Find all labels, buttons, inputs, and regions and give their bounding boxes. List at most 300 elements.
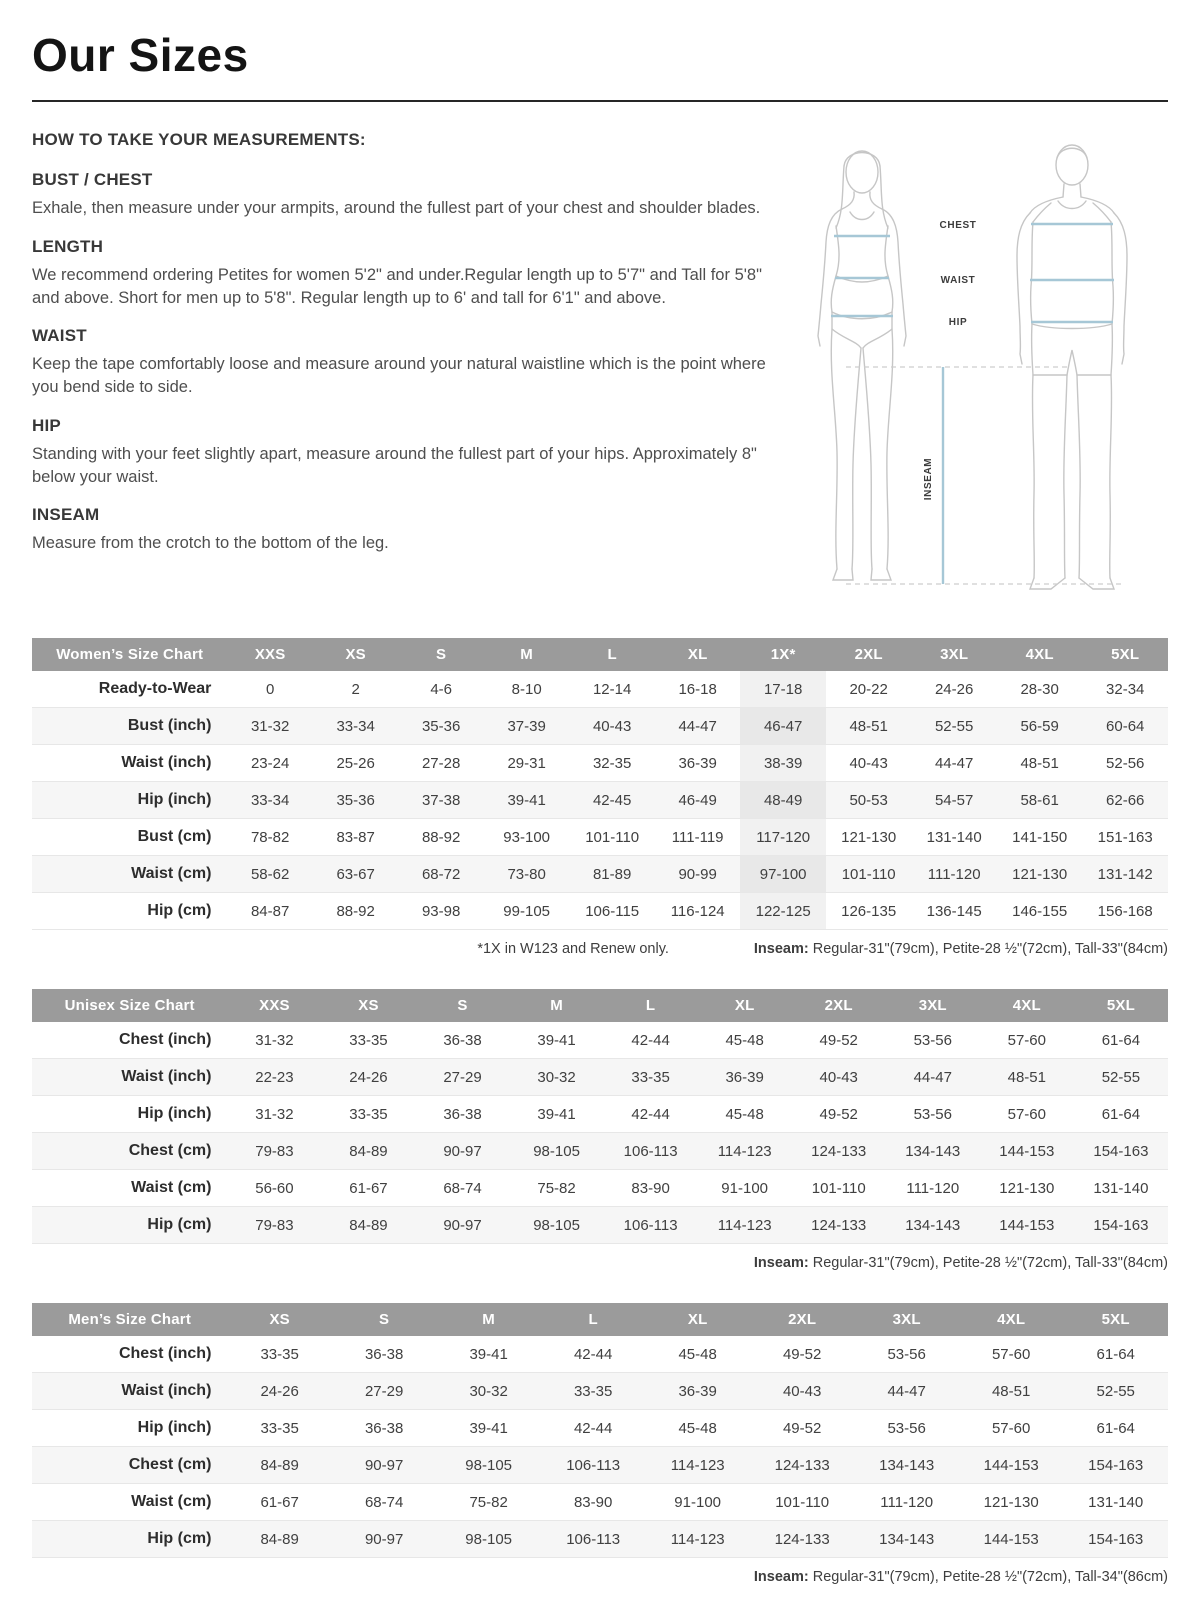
- male-figure-outline: [1017, 145, 1127, 589]
- size-cell: 50-53: [849, 791, 888, 809]
- table-row: [32, 1059, 1168, 1096]
- size-cell: 126-135: [841, 902, 897, 920]
- size-cell: 122-125: [740, 893, 826, 930]
- size-cell: 42-44: [573, 1419, 613, 1437]
- size-cell: 68-74: [443, 1179, 482, 1197]
- size-cell: 81-89: [592, 865, 632, 883]
- size-cell: 62-66: [1106, 791, 1145, 809]
- size-cell: 79-83: [255, 1216, 294, 1234]
- size-cell: 48-49: [740, 782, 826, 819]
- size-cell: 93-98: [421, 902, 461, 920]
- row-label: Hip (cm): [147, 1216, 212, 1233]
- size-cell: 93-100: [503, 828, 551, 846]
- womens-size-chart-table: [32, 638, 1168, 930]
- size-cell: 36-39: [678, 1382, 717, 1400]
- header-row: [32, 638, 1168, 671]
- body-measurement-diagram: [780, 132, 1165, 612]
- size-cell: 61-64: [1096, 1419, 1135, 1437]
- inseam-footnote-label: Inseam:: [753, 1255, 809, 1271]
- measurement-instructions: [32, 128, 777, 612]
- size-cell: 52-55: [1101, 1068, 1141, 1086]
- instruction-section: [32, 416, 777, 489]
- size-cell: 24-26: [349, 1068, 388, 1086]
- row-label: Waist (inch): [121, 1382, 212, 1399]
- size-cell: 114-123: [670, 1456, 725, 1474]
- size-cell: 134-143: [879, 1456, 935, 1474]
- column-header: M: [510, 989, 604, 1022]
- size-cell: 131-140: [1093, 1179, 1149, 1197]
- size-cell: 36-39: [725, 1068, 764, 1086]
- size-cell: 106-113: [623, 1216, 678, 1234]
- female-figure-outline: [818, 151, 906, 580]
- row-label: Hip (inch): [137, 1419, 212, 1436]
- size-cell: 35-36: [421, 717, 461, 735]
- size-cell: 83-90: [631, 1179, 670, 1197]
- size-cell: 124-133: [774, 1530, 830, 1548]
- size-cell: 31-32: [250, 717, 290, 735]
- size-cell: 39-41: [537, 1105, 576, 1123]
- size-cell: 33-35: [260, 1345, 299, 1363]
- row-label: Waist (inch): [121, 1068, 212, 1085]
- column-header: M: [484, 638, 570, 671]
- size-cell: 4-6: [430, 680, 452, 698]
- size-cell: 42-44: [631, 1105, 670, 1123]
- womens-size-chart: [32, 638, 1168, 957]
- size-cell: 36-38: [364, 1419, 404, 1437]
- column-header: 2XL: [750, 1303, 855, 1336]
- row-label: Chest (cm): [128, 1142, 212, 1159]
- size-cell: 39-41: [469, 1345, 508, 1363]
- size-cell: 61-67: [260, 1493, 299, 1511]
- size-cell: 111-120: [906, 1179, 960, 1197]
- table-row: [32, 1133, 1168, 1170]
- size-cell: 75-82: [469, 1493, 508, 1511]
- column-header: L: [569, 638, 655, 671]
- size-cell: 98-105: [533, 1216, 580, 1234]
- size-cell: 88-92: [421, 828, 461, 846]
- unisex-size-chart-table: [32, 989, 1168, 1244]
- section-body: Measure from the crotch to the bottom of the leg.: [32, 534, 389, 553]
- inseam-footnote: [754, 1569, 1168, 1585]
- inseam-footnote-label: Inseam:: [753, 941, 809, 957]
- instruction-section: [32, 326, 777, 399]
- size-cell: 106-115: [585, 902, 640, 920]
- column-header: S: [332, 1303, 437, 1336]
- size-cell: 24-26: [260, 1382, 299, 1400]
- size-cell: 12-14: [592, 680, 632, 698]
- size-cell: 22-23: [255, 1068, 294, 1086]
- table-row: [32, 1336, 1168, 1373]
- size-cell: 134-143: [905, 1142, 961, 1160]
- row-label: Hip (inch): [137, 791, 212, 808]
- section-body: Keep the tape comfortably loose and measure around your natural waistline which is the point where you bend side to side.: [32, 355, 766, 397]
- unisex-size-chart: [32, 989, 1168, 1271]
- size-cell: 45-48: [725, 1105, 764, 1123]
- size-cell: 121-130: [841, 828, 897, 846]
- size-cell: 33-35: [573, 1382, 613, 1400]
- size-cell: 25-26: [336, 754, 375, 772]
- table-row: [32, 819, 1168, 856]
- inseam-footnote: [754, 1255, 1168, 1271]
- size-cell: 33-34: [250, 791, 290, 809]
- column-header: 2XL: [792, 989, 886, 1022]
- row-label: Chest (cm): [128, 1456, 212, 1473]
- size-cell: 35-36: [336, 791, 375, 809]
- size-cell: 90-97: [364, 1456, 404, 1474]
- size-cell: 40-43: [849, 754, 888, 772]
- size-cell: 52-56: [1106, 754, 1145, 772]
- column-header: L: [541, 1303, 646, 1336]
- column-header: 5XL: [1082, 638, 1168, 671]
- column-header: XL: [698, 989, 792, 1022]
- size-cell: 57-60: [991, 1419, 1031, 1437]
- size-cell: 154-163: [1088, 1456, 1144, 1474]
- size-cell: 131-140: [1088, 1493, 1144, 1511]
- size-cell: 101-110: [811, 1179, 866, 1197]
- size-cell: 37-39: [507, 717, 546, 735]
- size-cell: 36-38: [443, 1105, 482, 1123]
- size-cell: 56-59: [1020, 717, 1059, 735]
- header-row: [32, 1303, 1168, 1336]
- column-header: 2XL: [826, 638, 912, 671]
- size-cell: 36-39: [678, 754, 717, 772]
- size-cell: 121-130: [999, 1179, 1055, 1197]
- size-cell: 124-133: [811, 1142, 867, 1160]
- size-cell: 53-56: [913, 1031, 952, 1049]
- size-cell: 144-153: [983, 1530, 1039, 1548]
- size-cell: 117-120: [740, 819, 826, 856]
- size-cell: 45-48: [678, 1419, 717, 1437]
- size-cell: 79-83: [255, 1142, 294, 1160]
- size-cell: 84-89: [260, 1530, 299, 1548]
- column-header: 3XL: [854, 1303, 959, 1336]
- size-cell: 131-142: [1097, 865, 1153, 883]
- size-cell: 0: [265, 680, 275, 698]
- size-cell: 53-56: [887, 1419, 926, 1437]
- size-cell: 134-143: [879, 1530, 935, 1548]
- size-cell: 84-87: [250, 902, 290, 920]
- size-cell: 52-55: [1096, 1382, 1135, 1400]
- inseam-label: INSEAM: [923, 457, 934, 501]
- size-cell: 2: [351, 680, 360, 698]
- row-label: Ready-to-Wear: [98, 680, 212, 697]
- waist-label: WAIST: [940, 275, 976, 286]
- table-footnotes: [32, 1255, 1168, 1271]
- instruction-sections: [32, 170, 777, 555]
- table-row: [32, 671, 1168, 708]
- size-cell: 45-48: [678, 1345, 717, 1363]
- chart-title: Unisex Size Chart: [32, 989, 227, 1022]
- column-header: L: [604, 989, 698, 1022]
- size-cell: 40-43: [592, 717, 632, 735]
- row-label: Waist (cm): [131, 1179, 212, 1196]
- table-row: [32, 1373, 1168, 1410]
- table-row: [32, 1484, 1168, 1521]
- size-cell: 98-105: [465, 1530, 513, 1548]
- row-label: Waist (inch): [121, 754, 212, 771]
- size-cell: 91-100: [721, 1179, 769, 1197]
- table-row: [32, 1410, 1168, 1447]
- mens-size-chart-table: [32, 1303, 1168, 1558]
- size-cell: 27-29: [443, 1068, 482, 1086]
- size-cell: 114-123: [670, 1530, 725, 1548]
- size-cell: 144-153: [983, 1456, 1039, 1474]
- size-cell: 84-89: [349, 1216, 388, 1234]
- size-cell: 20-22: [849, 680, 888, 698]
- size-cell: 154-163: [1093, 1142, 1149, 1160]
- section-body: Standing with your feet slightly apart, measure around the fullest part of your hips. Approximately 8" below your waist.: [32, 444, 757, 486]
- size-cell: 154-163: [1093, 1216, 1149, 1234]
- size-cell: 52-55: [934, 717, 974, 735]
- size-cell: 99-105: [503, 902, 551, 920]
- size-cell: 37-38: [421, 791, 461, 809]
- size-cell: 98-105: [533, 1142, 580, 1160]
- size-cell: 90-99: [678, 865, 717, 883]
- column-header: XL: [645, 1303, 750, 1336]
- size-cell: 33-35: [349, 1105, 388, 1123]
- column-header: 4XL: [980, 989, 1074, 1022]
- size-cell: 8-10: [511, 680, 542, 698]
- size-cell: 141-150: [1012, 828, 1068, 846]
- column-header: 4XL: [997, 638, 1083, 671]
- size-cell: 75-82: [537, 1179, 576, 1197]
- size-cell: 61-64: [1101, 1031, 1141, 1049]
- size-cell: 42-44: [631, 1031, 670, 1049]
- instruction-section: [32, 237, 777, 310]
- size-cell: 44-47: [887, 1382, 926, 1400]
- size-cell: 61-67: [349, 1179, 388, 1197]
- size-cell: 111-119: [671, 828, 724, 846]
- table-row: [32, 856, 1168, 893]
- size-cell: 58-61: [1020, 791, 1059, 809]
- size-cell: 156-168: [1097, 902, 1153, 920]
- size-cell: 53-56: [913, 1105, 952, 1123]
- column-header: XS: [227, 1303, 332, 1336]
- size-cell: 30-32: [469, 1382, 508, 1400]
- size-cell: 56-60: [255, 1179, 294, 1197]
- size-cell: 114-123: [717, 1216, 772, 1234]
- size-cell: 33-35: [631, 1068, 670, 1086]
- size-cell: 68-74: [364, 1493, 404, 1511]
- size-cell: 57-60: [1007, 1105, 1046, 1123]
- row-label: Hip (cm): [147, 902, 212, 919]
- size-cell: 53-56: [887, 1345, 926, 1363]
- size-cell: 24-26: [934, 680, 974, 698]
- size-cell: 151-163: [1097, 828, 1153, 846]
- size-cell: 27-29: [364, 1382, 404, 1400]
- section-body: Exhale, then measure under your armpits, around the fullest part of your chest and shoulder blades.: [32, 199, 761, 217]
- size-cell: 90-97: [443, 1142, 482, 1160]
- size-cell: 111-120: [927, 865, 981, 883]
- instruction-section: [32, 505, 777, 555]
- size-cell: 33-35: [260, 1419, 299, 1437]
- section-title: WAIST: [32, 326, 87, 346]
- size-cell: 90-97: [443, 1216, 482, 1234]
- row-label: Bust (inch): [127, 717, 212, 734]
- hip-label: HIP: [948, 317, 968, 328]
- size-cell: 78-82: [250, 828, 290, 846]
- size-cell: 39-41: [537, 1031, 576, 1049]
- size-cell: 106-113: [566, 1456, 621, 1474]
- chest-label: CHEST: [939, 220, 977, 231]
- inseam-footnote-label: Inseam:: [753, 1569, 809, 1585]
- size-cell: 114-123: [717, 1142, 772, 1160]
- section-title: LENGTH: [32, 236, 104, 256]
- size-cell: 83-87: [336, 828, 375, 846]
- instructions-heading: HOW TO TAKE YOUR MEASUREMENTS:: [32, 130, 366, 149]
- size-cell: 44-47: [934, 754, 974, 772]
- size-cell: 124-133: [774, 1456, 830, 1474]
- size-cell: 17-18: [740, 671, 826, 708]
- size-cell: 73-80: [507, 865, 546, 883]
- size-cell: 98-105: [465, 1456, 513, 1474]
- table-row: [32, 1447, 1168, 1484]
- size-cell: 144-153: [999, 1216, 1055, 1234]
- size-cell: 48-51: [1020, 754, 1059, 772]
- top-section: [32, 128, 1168, 612]
- size-cell: 121-130: [983, 1493, 1039, 1511]
- size-cell: 144-153: [999, 1142, 1055, 1160]
- column-header: XS: [321, 989, 415, 1022]
- size-cell: 60-64: [1106, 717, 1145, 735]
- row-label: Waist (cm): [131, 1493, 212, 1510]
- size-cell: 134-143: [905, 1216, 961, 1234]
- size-cell: 32-35: [592, 754, 632, 772]
- table-row: [32, 1170, 1168, 1207]
- size-cell: 106-113: [623, 1142, 678, 1160]
- section-title: INSEAM: [32, 505, 100, 525]
- size-cell: 44-47: [913, 1068, 952, 1086]
- column-header: 4XL: [959, 1303, 1064, 1336]
- table-row: [32, 1207, 1168, 1244]
- column-header: XS: [313, 638, 399, 671]
- size-cell: 40-43: [782, 1382, 822, 1400]
- instruction-section: [32, 170, 777, 220]
- size-cell: 131-140: [926, 828, 982, 846]
- size-cell: 121-130: [1012, 865, 1068, 883]
- size-cell: 116-124: [670, 902, 725, 920]
- size-cell: 49-52: [819, 1105, 858, 1123]
- row-label: Waist (cm): [131, 865, 212, 882]
- size-cell: 58-62: [250, 865, 290, 883]
- size-cell: 36-38: [364, 1345, 404, 1363]
- figure-area: [777, 128, 1168, 612]
- size-cell: 54-57: [934, 791, 974, 809]
- size-cell: 61-64: [1101, 1105, 1141, 1123]
- size-cell: 49-52: [782, 1345, 822, 1363]
- size-cell: 68-72: [421, 865, 461, 883]
- table-row: [32, 782, 1168, 819]
- size-cell: 31-32: [255, 1105, 294, 1123]
- size-cell: 16-18: [678, 680, 717, 698]
- column-header: S: [416, 989, 510, 1022]
- column-header: 3XL: [886, 989, 980, 1022]
- size-cell: 49-52: [782, 1419, 822, 1437]
- size-cell: 42-45: [592, 791, 632, 809]
- column-header: S: [398, 638, 484, 671]
- size-cell: 124-133: [811, 1216, 867, 1234]
- size-cell: 36-38: [443, 1031, 482, 1049]
- size-cell: 88-92: [336, 902, 375, 920]
- size-cell: 146-155: [1012, 902, 1068, 920]
- column-header: M: [436, 1303, 541, 1336]
- column-header: XL: [655, 638, 741, 671]
- size-cell: 23-24: [250, 754, 290, 772]
- section-body: We recommend ordering Petites for women 5'2" and under.Regular length up to 5'7" and Tall for 5'8" and above. Short for men up to 5'8". Regular length up to 6' and tall for 6'1" and above.: [32, 265, 762, 307]
- size-cell: 57-60: [1007, 1031, 1046, 1049]
- size-cell: 39-41: [507, 791, 546, 809]
- size-cell: 38-39: [740, 745, 826, 782]
- column-header: 3XL: [911, 638, 997, 671]
- column-header: 5XL: [1074, 989, 1168, 1022]
- size-cell: 97-100: [740, 856, 826, 893]
- section-title: HIP: [32, 415, 61, 435]
- size-cell: 154-163: [1088, 1530, 1144, 1548]
- size-cell: 84-89: [260, 1456, 299, 1474]
- size-cell: 46-49: [678, 791, 717, 809]
- table-footnotes: [32, 1569, 1168, 1585]
- column-header: XXS: [227, 638, 313, 671]
- header-row: [32, 989, 1168, 1022]
- size-cell: 46-47: [740, 708, 826, 745]
- size-cell: 48-51: [991, 1382, 1031, 1400]
- mens-size-chart: [32, 1303, 1168, 1585]
- inseam-footnote-text: Regular-31"(79cm), Petite-28 ½"(72cm), Tall-33"(84cm): [808, 941, 1168, 957]
- table-row: [32, 1022, 1168, 1059]
- size-cell: 84-89: [349, 1142, 388, 1160]
- size-cell: 33-34: [336, 717, 375, 735]
- size-cell: 39-41: [469, 1419, 508, 1437]
- size-cell: 28-30: [1020, 680, 1059, 698]
- size-cell: 63-67: [336, 865, 375, 883]
- size-cell: 57-60: [991, 1345, 1031, 1363]
- size-cell: 136-145: [926, 902, 982, 920]
- row-label: Hip (cm): [147, 1530, 212, 1547]
- page-title: Our Sizes: [32, 29, 249, 81]
- section-title: BUST / CHEST: [32, 170, 153, 189]
- inseam-footnote: [754, 941, 1168, 957]
- size-cell: 40-43: [819, 1068, 858, 1086]
- size-cell: 90-97: [364, 1530, 404, 1548]
- size-cell: 30-32: [537, 1068, 576, 1086]
- inseam-footnote-text: Regular-31"(79cm), Petite-28 ½"(72cm), Tall-33"(84cm): [808, 1255, 1168, 1271]
- size-cell: 48-51: [849, 717, 888, 735]
- column-header: 1X*: [740, 638, 826, 671]
- size-cell: 31-32: [255, 1031, 294, 1049]
- column-header: XXS: [227, 989, 321, 1022]
- size-cell: 101-110: [841, 865, 896, 883]
- row-label: Chest (inch): [118, 1345, 212, 1362]
- table-row: [32, 893, 1168, 930]
- size-charts: [32, 638, 1168, 1585]
- size-cell: 29-31: [507, 754, 546, 772]
- size-cell: 49-52: [819, 1031, 858, 1049]
- size-cell: 27-28: [421, 754, 461, 772]
- footnote-asterisk: *1X in W123 and Renew only.: [477, 941, 669, 957]
- size-cell: 111-120: [880, 1493, 934, 1511]
- table-row: [32, 1521, 1168, 1558]
- size-cell: 33-35: [349, 1031, 388, 1049]
- column-header: 5XL: [1063, 1303, 1168, 1336]
- table-row: [32, 745, 1168, 782]
- size-cell: 101-110: [585, 828, 640, 846]
- chart-title: Men’s Size Chart: [32, 1303, 227, 1336]
- table-row: [32, 1096, 1168, 1133]
- size-cell: 32-34: [1106, 680, 1145, 698]
- figure-labels: [923, 220, 976, 500]
- row-label: Bust (cm): [137, 828, 212, 845]
- size-cell: 91-100: [674, 1493, 722, 1511]
